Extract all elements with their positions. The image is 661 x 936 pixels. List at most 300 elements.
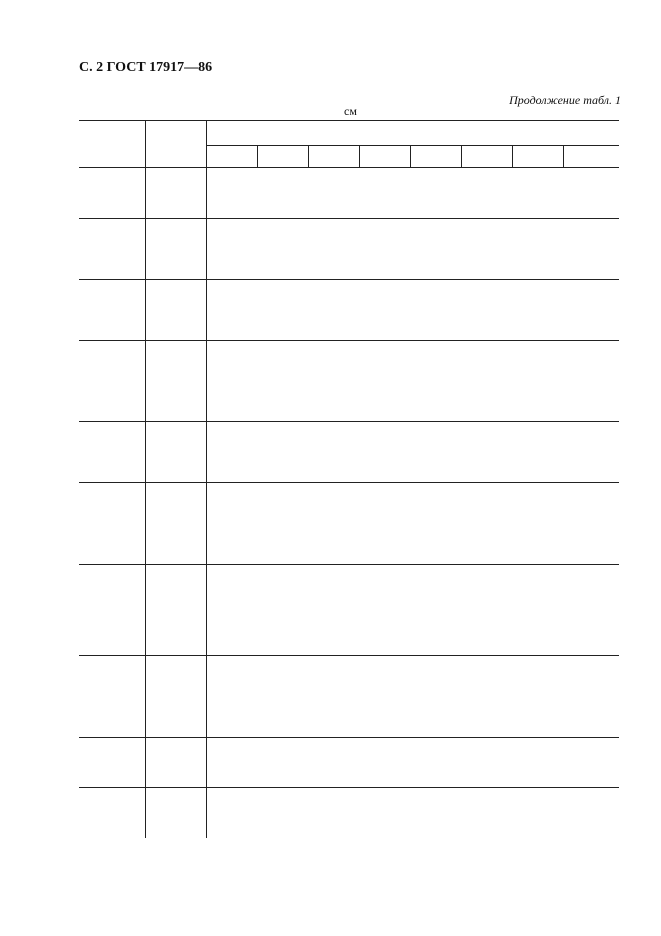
waist-value — [206, 192, 257, 202]
waist-value — [359, 325, 410, 335]
waist-value — [563, 396, 619, 406]
waist-value — [359, 487, 410, 497]
chest-value — [145, 742, 206, 752]
waist-value — [308, 396, 359, 406]
waist-value — [206, 823, 257, 833]
waist-value — [206, 182, 257, 192]
waist-value — [308, 192, 359, 202]
waist-value — [206, 681, 257, 691]
waist-value — [512, 426, 563, 436]
waist-value — [359, 630, 410, 640]
waist-value — [461, 681, 512, 691]
waist-value — [206, 630, 257, 640]
waist-value — [206, 497, 257, 507]
waist-value — [257, 579, 308, 589]
waist-value — [410, 182, 461, 192]
waist-value — [563, 579, 619, 589]
waist-value — [563, 182, 619, 192]
group-rule — [79, 482, 619, 483]
waist-value — [563, 620, 619, 630]
waist-value — [206, 660, 257, 670]
chest-value — [145, 447, 206, 457]
waist-value — [308, 436, 359, 446]
waist-value — [359, 233, 410, 243]
waist-value — [257, 396, 308, 406]
waist-value — [359, 223, 410, 233]
waist-value — [359, 528, 410, 538]
waist-value — [206, 640, 257, 650]
chest-value — [145, 243, 206, 253]
waist-value — [206, 701, 257, 711]
waist-value — [308, 803, 359, 813]
waist-value — [563, 701, 619, 711]
waist-value — [257, 792, 308, 802]
waist-value — [359, 548, 410, 558]
col-divider-length — [145, 120, 146, 838]
waist-value — [563, 447, 619, 457]
chest-value — [145, 803, 206, 813]
waist-value — [461, 772, 512, 782]
waist-value — [359, 447, 410, 457]
waist-value — [461, 508, 512, 518]
waist-value — [410, 233, 461, 243]
waist-value — [512, 569, 563, 579]
waist-value — [308, 660, 359, 670]
waist-value — [410, 172, 461, 182]
waist-value — [563, 467, 619, 477]
waist-value — [359, 457, 410, 467]
waist-value — [461, 345, 512, 355]
waist-value — [359, 345, 410, 355]
waist-value — [308, 467, 359, 477]
header-sub-divider — [308, 145, 309, 167]
waist-value — [206, 569, 257, 579]
chest-value — [145, 589, 206, 599]
waist-value — [563, 691, 619, 701]
chest-value — [145, 579, 206, 589]
chest-value — [145, 386, 206, 396]
chest-value — [145, 467, 206, 477]
waist-value — [206, 528, 257, 538]
chest-value — [145, 284, 206, 294]
waist-value — [308, 284, 359, 294]
waist-value — [257, 691, 308, 701]
waist-value — [359, 792, 410, 802]
waist-value — [410, 294, 461, 304]
waist-value — [206, 233, 257, 243]
waist-value — [308, 721, 359, 731]
header-sub-divider — [359, 145, 360, 167]
waist-value — [206, 365, 257, 375]
waist-value — [461, 528, 512, 538]
waist-value — [512, 508, 563, 518]
header-sub-divider — [461, 145, 462, 167]
waist-value — [359, 243, 410, 253]
waist-value — [410, 538, 461, 548]
waist-value — [257, 681, 308, 691]
waist-value — [461, 436, 512, 446]
waist-value — [206, 752, 257, 762]
waist-value — [563, 813, 619, 823]
chest-value — [145, 518, 206, 528]
waist-value — [308, 742, 359, 752]
chest-value — [145, 762, 206, 772]
waist-value — [308, 762, 359, 772]
waist-value — [563, 752, 619, 762]
waist-value — [461, 599, 512, 609]
waist-value — [206, 487, 257, 497]
waist-value — [563, 711, 619, 721]
waist-value — [410, 640, 461, 650]
chest-value — [145, 640, 206, 650]
chest-value — [145, 355, 206, 365]
waist-value — [308, 792, 359, 802]
waist-value — [410, 223, 461, 233]
waist-value — [563, 386, 619, 396]
waist-value — [461, 609, 512, 619]
header-sub-divider — [563, 145, 564, 167]
waist-value — [359, 569, 410, 579]
waist-value — [461, 823, 512, 833]
waist-value — [563, 365, 619, 375]
chest-value — [145, 599, 206, 609]
waist-value — [359, 589, 410, 599]
waist-value — [563, 294, 619, 304]
waist-value — [308, 589, 359, 599]
chest-value — [145, 457, 206, 467]
waist-value — [308, 487, 359, 497]
waist-value — [206, 457, 257, 467]
chest-value — [145, 203, 206, 213]
waist-value — [308, 345, 359, 355]
waist-value — [461, 264, 512, 274]
waist-value — [359, 772, 410, 782]
waist-value — [563, 314, 619, 324]
waist-value — [359, 365, 410, 375]
waist-value — [461, 467, 512, 477]
waist-value — [257, 823, 308, 833]
waist-value — [308, 172, 359, 182]
waist-value — [206, 355, 257, 365]
waist-value — [563, 375, 619, 385]
waist-value — [257, 813, 308, 823]
waist-value — [308, 386, 359, 396]
waist-value — [461, 192, 512, 202]
waist-value — [410, 569, 461, 579]
waist-value — [257, 762, 308, 772]
waist-value — [461, 314, 512, 324]
waist-value — [461, 721, 512, 731]
waist-value — [308, 813, 359, 823]
waist-value — [410, 691, 461, 701]
waist-value — [308, 406, 359, 416]
waist-value — [359, 813, 410, 823]
table-top-rule — [79, 120, 619, 121]
chest-value — [145, 396, 206, 406]
waist-value — [563, 538, 619, 548]
waist-value — [563, 264, 619, 274]
waist-value — [308, 599, 359, 609]
chest-value — [145, 670, 206, 680]
waist-value — [410, 762, 461, 772]
waist-value — [461, 660, 512, 670]
waist-value — [257, 386, 308, 396]
waist-value — [257, 701, 308, 711]
waist-value — [461, 182, 512, 192]
waist-value — [563, 518, 619, 528]
waist-value — [359, 721, 410, 731]
waist-value — [308, 823, 359, 833]
waist-value — [563, 569, 619, 579]
waist-value — [563, 609, 619, 619]
chest-value — [145, 701, 206, 711]
waist-value — [359, 681, 410, 691]
waist-value — [461, 752, 512, 762]
waist-value — [512, 345, 563, 355]
waist-value — [257, 803, 308, 813]
waist-value — [206, 670, 257, 680]
waist-value — [308, 426, 359, 436]
waist-value — [410, 192, 461, 202]
waist-value — [257, 182, 308, 192]
waist-value — [257, 325, 308, 335]
waist-value — [410, 447, 461, 457]
waist-value — [206, 264, 257, 274]
waist-value — [359, 620, 410, 630]
chest-value — [145, 233, 206, 243]
waist-value — [512, 436, 563, 446]
waist-value — [257, 640, 308, 650]
waist-value — [563, 345, 619, 355]
waist-value — [359, 406, 410, 416]
waist-value — [308, 233, 359, 243]
waist-value — [410, 467, 461, 477]
waist-value — [563, 803, 619, 813]
waist-value — [410, 599, 461, 609]
chest-value — [145, 304, 206, 314]
waist-value — [512, 203, 563, 213]
group-rule — [79, 421, 619, 422]
waist-value — [461, 253, 512, 263]
waist-value — [206, 691, 257, 701]
waist-value — [359, 640, 410, 650]
waist-value — [410, 203, 461, 213]
chest-value — [145, 487, 206, 497]
waist-value — [257, 518, 308, 528]
waist-value — [410, 508, 461, 518]
waist-value — [563, 203, 619, 213]
waist-value — [461, 487, 512, 497]
chest-value — [145, 172, 206, 182]
waist-value — [359, 823, 410, 833]
waist-value — [563, 742, 619, 752]
header-sub-divider — [512, 145, 513, 167]
waist-value — [512, 447, 563, 457]
waist-value — [410, 813, 461, 823]
waist-value — [512, 711, 563, 721]
waist-value — [308, 518, 359, 528]
waist-value — [308, 508, 359, 518]
waist-value — [410, 375, 461, 385]
waist-value — [563, 223, 619, 233]
waist-value — [308, 711, 359, 721]
waist-value — [206, 386, 257, 396]
waist-value — [563, 355, 619, 365]
waist-value — [461, 396, 512, 406]
col-divider-chest — [206, 120, 207, 838]
waist-value — [257, 538, 308, 548]
waist-value — [257, 304, 308, 314]
waist-value — [563, 548, 619, 558]
chest-value — [145, 609, 206, 619]
waist-value — [206, 803, 257, 813]
waist-value — [206, 243, 257, 253]
waist-value — [257, 172, 308, 182]
waist-value — [206, 711, 257, 721]
waist-value — [410, 264, 461, 274]
chest-value — [145, 508, 206, 518]
waist-value — [257, 457, 308, 467]
waist-value — [206, 792, 257, 802]
waist-value — [206, 589, 257, 599]
waist-value — [359, 396, 410, 406]
waist-value — [461, 325, 512, 335]
waist-value — [410, 253, 461, 263]
waist-value — [512, 701, 563, 711]
waist-value — [308, 752, 359, 762]
waist-value — [410, 772, 461, 782]
chest-value — [145, 792, 206, 802]
waist-value — [257, 223, 308, 233]
waist-value — [206, 579, 257, 589]
waist-value — [206, 345, 257, 355]
waist-value — [308, 325, 359, 335]
waist-value — [461, 497, 512, 507]
waist-value — [512, 375, 563, 385]
waist-value — [359, 467, 410, 477]
waist-value — [461, 457, 512, 467]
waist-value — [563, 233, 619, 243]
waist-value — [410, 325, 461, 335]
group-rule — [79, 564, 619, 565]
waist-value — [257, 528, 308, 538]
waist-value — [257, 487, 308, 497]
waist-value — [410, 518, 461, 528]
waist-value — [359, 518, 410, 528]
waist-value — [206, 467, 257, 477]
waist-value — [512, 721, 563, 731]
waist-value — [257, 711, 308, 721]
waist-value — [461, 691, 512, 701]
waist-value — [461, 355, 512, 365]
waist-value — [563, 762, 619, 772]
waist-value — [206, 406, 257, 416]
chest-value — [145, 314, 206, 324]
waist-value — [359, 386, 410, 396]
unit-label: см — [344, 104, 357, 118]
waist-value — [410, 528, 461, 538]
waist-value — [308, 223, 359, 233]
chest-value — [145, 325, 206, 335]
waist-value — [308, 243, 359, 253]
waist-value — [512, 243, 563, 253]
waist-value — [512, 823, 563, 833]
waist-value — [308, 294, 359, 304]
waist-value — [257, 355, 308, 365]
waist-value — [308, 569, 359, 579]
waist-value — [461, 375, 512, 385]
chest-value — [145, 813, 206, 823]
waist-value — [206, 436, 257, 446]
waist-value — [257, 365, 308, 375]
waist-value — [512, 172, 563, 182]
waist-value — [359, 609, 410, 619]
waist-value — [308, 538, 359, 548]
waist-value — [410, 579, 461, 589]
waist-value — [257, 264, 308, 274]
waist-value — [308, 681, 359, 691]
waist-value — [563, 457, 619, 467]
waist-value — [359, 701, 410, 711]
waist-value — [257, 243, 308, 253]
waist-value — [206, 325, 257, 335]
group-rule — [79, 279, 619, 280]
waist-value — [206, 172, 257, 182]
waist-value — [206, 609, 257, 619]
header-mid-rule — [206, 145, 619, 146]
waist-value — [512, 589, 563, 599]
waist-value — [512, 752, 563, 762]
waist-value — [257, 284, 308, 294]
waist-value — [308, 701, 359, 711]
waist-value — [308, 365, 359, 375]
waist-value — [563, 325, 619, 335]
waist-value — [461, 711, 512, 721]
waist-value — [563, 192, 619, 202]
waist-value — [461, 762, 512, 772]
chest-value — [145, 538, 206, 548]
chest-value — [145, 426, 206, 436]
waist-value — [308, 497, 359, 507]
waist-value — [461, 284, 512, 294]
chest-value — [145, 660, 206, 670]
waist-value — [461, 670, 512, 680]
waist-value — [512, 304, 563, 314]
waist-value — [257, 670, 308, 680]
waist-value — [410, 681, 461, 691]
waist-value — [359, 253, 410, 263]
waist-value — [563, 660, 619, 670]
waist-value — [563, 172, 619, 182]
waist-value — [512, 792, 563, 802]
waist-value — [512, 518, 563, 528]
waist-value — [308, 620, 359, 630]
waist-value — [257, 467, 308, 477]
waist-value — [410, 609, 461, 619]
waist-value — [563, 599, 619, 609]
waist-value — [257, 508, 308, 518]
waist-value — [512, 548, 563, 558]
waist-value — [563, 406, 619, 416]
waist-value — [410, 792, 461, 802]
waist-value — [359, 670, 410, 680]
waist-value — [206, 599, 257, 609]
chest-value — [145, 406, 206, 416]
waist-value — [410, 345, 461, 355]
waist-value — [410, 386, 461, 396]
waist-value — [512, 599, 563, 609]
chest-value — [145, 548, 206, 558]
